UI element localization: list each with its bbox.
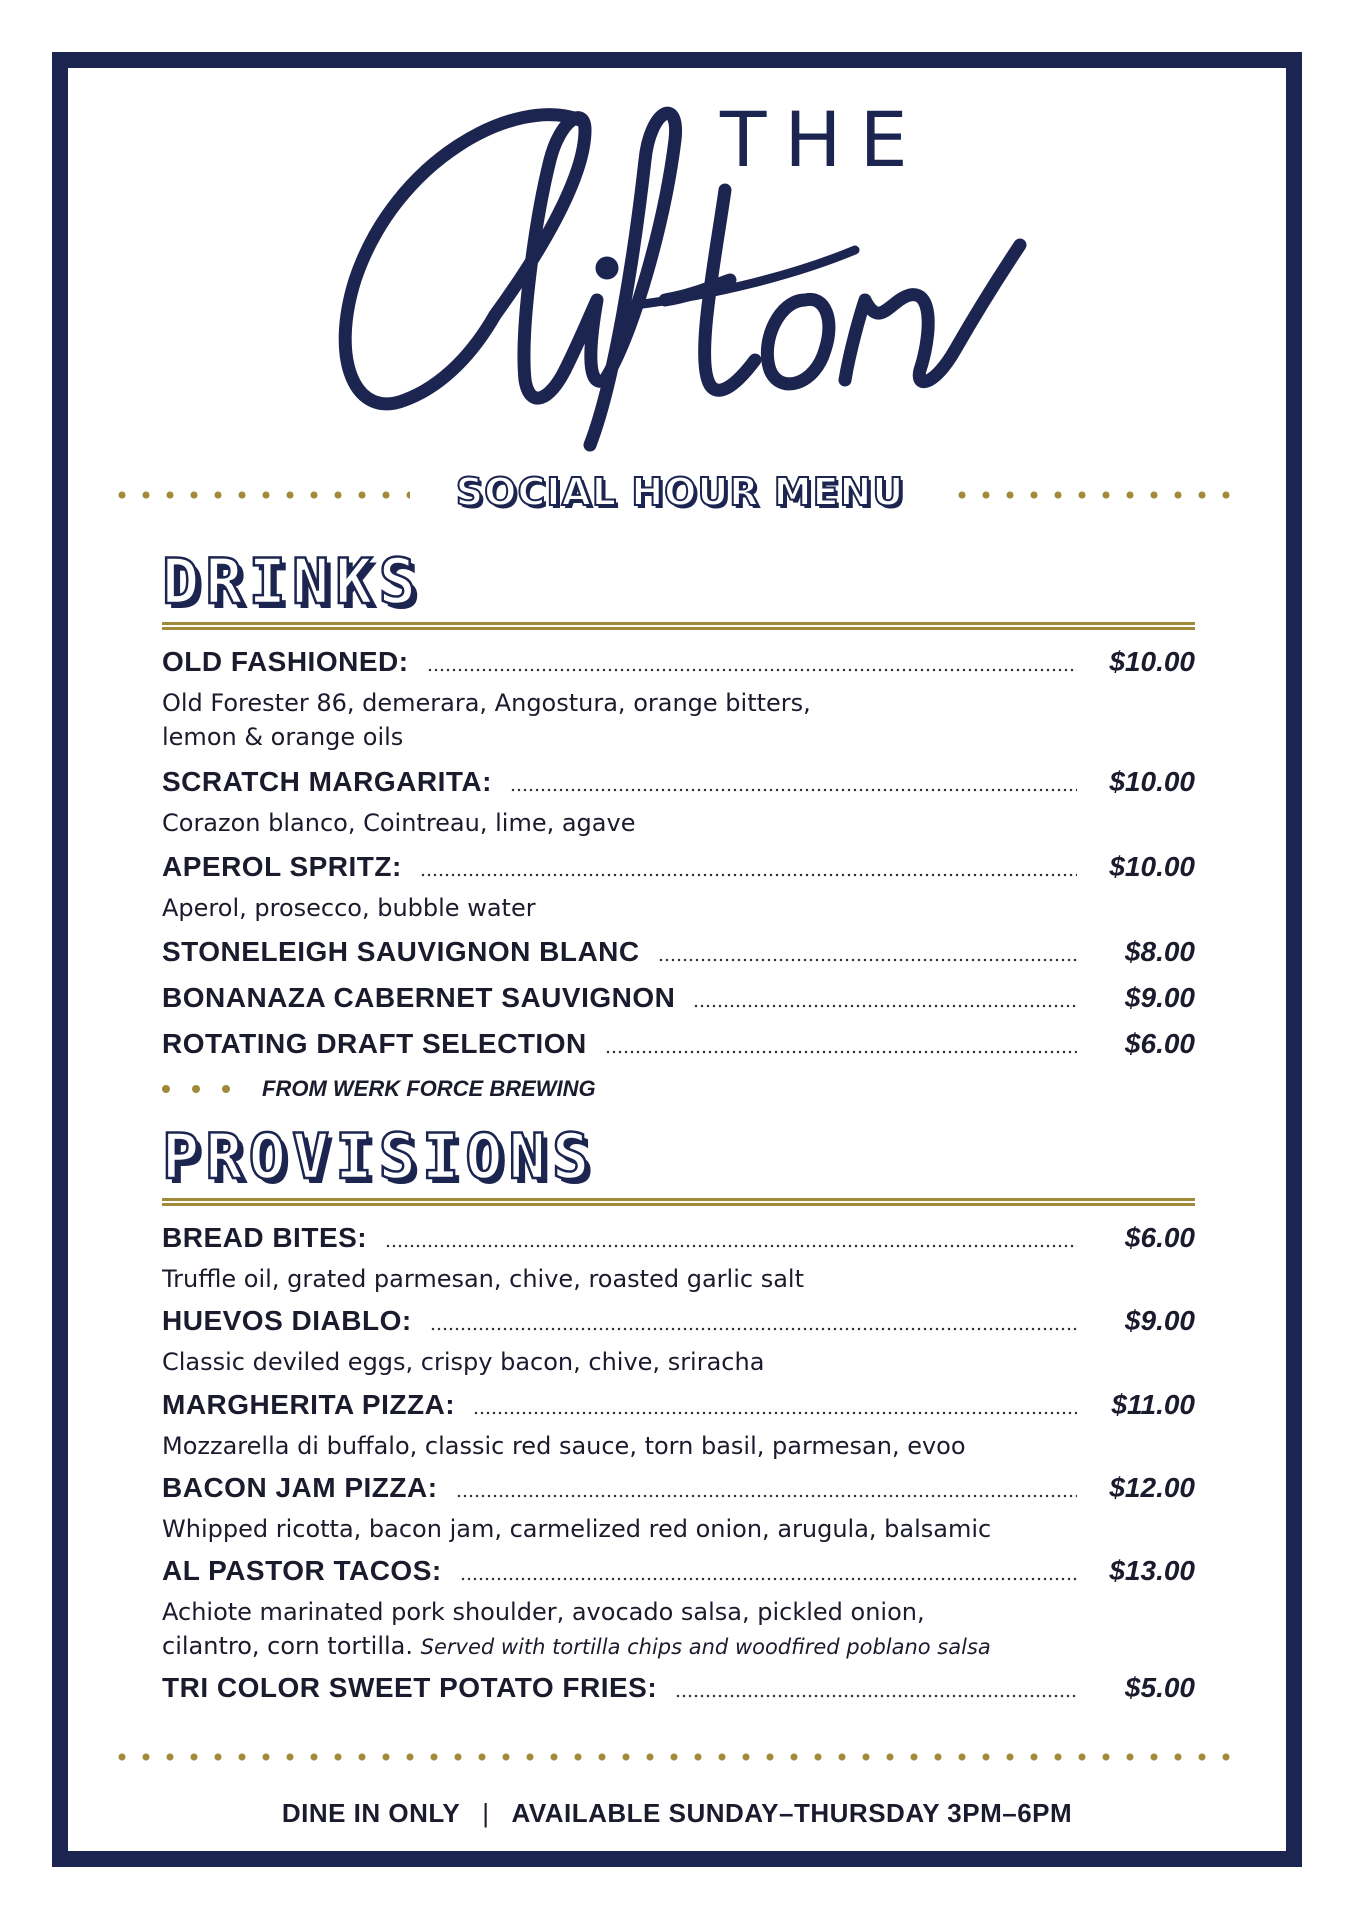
item-price: $5.00 bbox=[1124, 1672, 1195, 1703]
dot-leader bbox=[385, 1244, 1077, 1248]
dot-leader bbox=[675, 1694, 1077, 1698]
item-price: $13.00 bbox=[1109, 1555, 1195, 1586]
menu-item bbox=[162, 766, 1195, 840]
bullet-dot bbox=[162, 1085, 170, 1093]
dot-leader bbox=[430, 1327, 1077, 1331]
dots-bottom bbox=[110, 1752, 1245, 1762]
dot-leader bbox=[658, 958, 1077, 962]
item-price: $6.00 bbox=[1124, 1222, 1195, 1253]
dot-leader bbox=[510, 788, 1077, 792]
item-name: TRI COLOR SWEET POTATO FRIES: bbox=[162, 1672, 658, 1703]
menu-item bbox=[162, 1222, 1195, 1296]
item-price: $9.00 bbox=[1124, 982, 1195, 1013]
section-rule-drinks bbox=[162, 622, 1195, 630]
item-name: BACON JAM PIZZA: bbox=[162, 1472, 438, 1503]
item-name: BREAD BITES: bbox=[162, 1222, 368, 1253]
item-name: OLD FASHIONED: bbox=[162, 646, 409, 677]
item-name: SCRATCH MARGARITA: bbox=[162, 766, 492, 797]
section-rule-provisions bbox=[162, 1198, 1195, 1206]
item-name: HUEVOS DIABLO: bbox=[162, 1305, 412, 1336]
menu-item bbox=[162, 982, 1195, 1022]
item-name: STONELEIGH SAUVIGNON BLANC bbox=[162, 936, 640, 967]
bullet-dot bbox=[192, 1085, 200, 1093]
dot-leader bbox=[427, 668, 1077, 672]
item-description: Corazon blanco, Cointreau, lime, agave bbox=[162, 809, 636, 837]
item-description-part: cilantro, corn tortilla. bbox=[162, 1632, 414, 1660]
item-description: Classic deviled eggs, crispy bacon, chive, sriracha bbox=[162, 1348, 765, 1376]
item-name: AL PASTOR TACOS: bbox=[162, 1555, 442, 1586]
dot-leader bbox=[456, 1494, 1077, 1498]
item-description: Aperol, prosecco, bubble water bbox=[162, 894, 536, 922]
footer-hours: AVAILABLE SUNDAY–THURSDAY 3PM–6PM bbox=[511, 1798, 1073, 1828]
item-name: APEROL SPRITZ: bbox=[162, 851, 402, 882]
footer-divider: | bbox=[482, 1798, 490, 1828]
item-name: BONANAZA CABERNET SAUVIGNON bbox=[162, 982, 676, 1013]
footer-dine-in: DINE IN ONLY bbox=[281, 1798, 461, 1828]
item-description: lemon & orange oils bbox=[162, 723, 404, 751]
menu-item bbox=[162, 936, 1195, 976]
dot-leader bbox=[420, 873, 1077, 877]
item-price: $11.00 bbox=[1111, 1389, 1195, 1420]
dots-left bbox=[110, 490, 410, 500]
menu-item bbox=[162, 1389, 1195, 1463]
item-price: $10.00 bbox=[1109, 851, 1195, 882]
menu-subtitle: SOCIAL HOUR MENU bbox=[455, 470, 905, 514]
dot-leader bbox=[605, 1050, 1077, 1054]
footer-availability bbox=[52, 1798, 1302, 1829]
draft-note-text: FROM WERK FORCE BREWING bbox=[262, 1076, 596, 1101]
menu-item bbox=[162, 1672, 1195, 1712]
dot-leader bbox=[460, 1577, 1077, 1581]
dot-leader bbox=[473, 1411, 1077, 1415]
item-price: $6.00 bbox=[1124, 1028, 1195, 1059]
menu-item bbox=[162, 1028, 1195, 1068]
draft-note bbox=[162, 1076, 596, 1102]
menu-item bbox=[162, 1472, 1195, 1546]
item-serving-note: Served with tortilla chips and woodfired poblano salsa bbox=[420, 1635, 991, 1659]
section-title-provisions: PROVISIONS bbox=[162, 1120, 596, 1193]
item-price: $9.00 bbox=[1124, 1305, 1195, 1336]
logo-the: THE bbox=[720, 95, 926, 184]
item-description bbox=[162, 1629, 1195, 1664]
item-name: MARGHERITA PIZZA: bbox=[162, 1389, 456, 1420]
section-title-drinks: DRINKS bbox=[162, 545, 422, 618]
menu-item bbox=[162, 1555, 1195, 1664]
item-price: $10.00 bbox=[1109, 646, 1195, 677]
item-description: Mozzarella di buffalo, classic red sauce, torn basil, parmesan, evoo bbox=[162, 1432, 966, 1460]
item-description: Truffle oil, grated parmesan, chive, roasted garlic salt bbox=[162, 1265, 804, 1293]
menu-item bbox=[162, 851, 1195, 925]
logo-clifton-script bbox=[335, 100, 1035, 470]
dots-right bbox=[950, 490, 1240, 500]
menu-item bbox=[162, 1305, 1195, 1379]
item-description: Whipped ricotta, bacon jam, carmelized red onion, arugula, balsamic bbox=[162, 1515, 992, 1543]
menu-item bbox=[162, 646, 1195, 754]
item-price: $12.00 bbox=[1109, 1472, 1195, 1503]
item-description: Old Forester 86, demerara, Angostura, orange bitters, bbox=[162, 689, 811, 717]
item-description: Achiote marinated pork shoulder, avocado salsa, pickled onion, bbox=[162, 1598, 925, 1626]
bullet-dot bbox=[222, 1085, 230, 1093]
item-price: $10.00 bbox=[1109, 766, 1195, 797]
item-name: ROTATING DRAFT SELECTION bbox=[162, 1028, 587, 1059]
item-price: $8.00 bbox=[1124, 936, 1195, 967]
dot-leader bbox=[693, 1004, 1077, 1008]
